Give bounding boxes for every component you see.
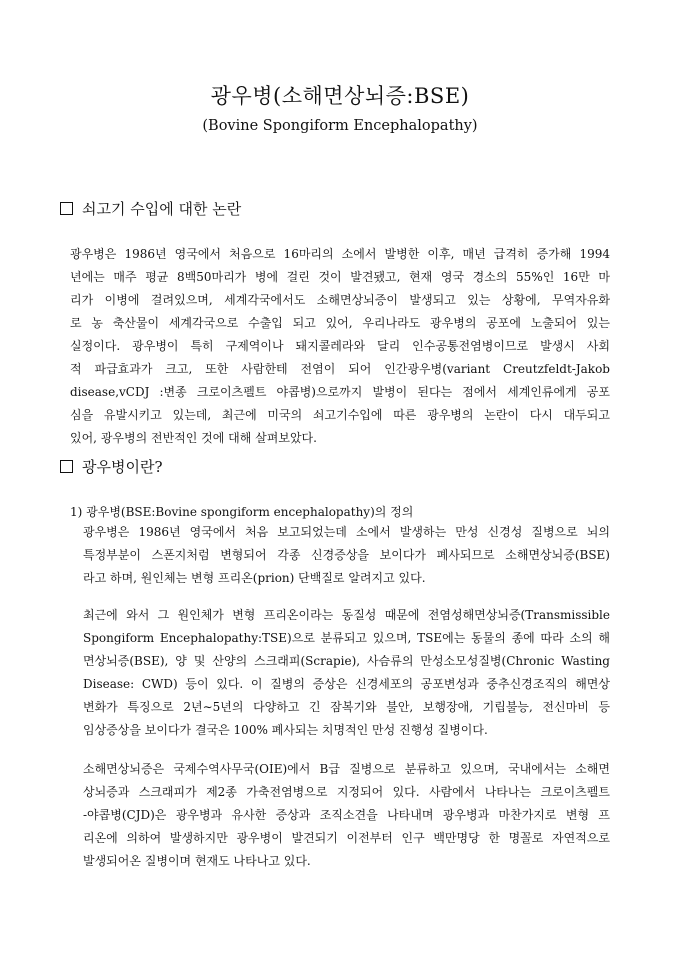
checkbox-square-icon: [60, 202, 73, 215]
paragraph-line: 특정부분이 스폰지처럼 변형되어 각종 신경증상을 보이다가 폐사되므로 소해면상뇌증(BSE): [83, 548, 610, 562]
paragraph-line: 변화가 특징으로 2년∼5년의 다양하고 긴 잠복기와 불안, 보행장애, 기립불능, 전신마비 등: [83, 700, 610, 714]
paragraph-line: Disease: CWD) 등이 있다. 이 질병의 증상은 신경세포의 공포변성과 중추신경조직의 해면상: [83, 677, 610, 691]
paragraph-line: 년에는 매주 평균 8백50마리가 병에 걸린 것이 발견됐고, 현재 영국 경소의 55%인 16만 마: [70, 270, 610, 284]
definition-paragraph-2: [83, 604, 610, 742]
paragraph-line: 리온에 의하여 발생하지만 광우병이 발견되기 이전부터 인구 백만명당 한 명꼴로 자연적으로: [83, 831, 610, 845]
section-heading-import-controversy: [60, 198, 241, 219]
paragraph-line: 적 파급효과가 크고, 또한 사람한테 전염이 되어 인간광우병(variant Creutzfeldt-Jakob: [70, 362, 610, 376]
section1-paragraph: [70, 243, 610, 450]
paragraph-line: 상뇌증과 스크래피가 제2종 가축전염병으로 지정되어 있다. 사람에서 나타나는 크로이츠펠트: [83, 785, 610, 799]
paragraph-line: 발생되어온 질병이며 현재도 나타나고 있다.: [83, 854, 311, 868]
paragraph-line: 면상뇌증(BSE), 양 및 산양의 스크래피(Scrapie), 사슴류의 만성소모성질병(Chronic Wasting: [83, 654, 610, 668]
section-heading-label: 광우병이란?: [82, 458, 163, 476]
paragraph-line: -야콥병(CJD)은 광우병과 유사한 증상과 조직소견을 나타내며 광우병과 마찬가지로 변형 프: [83, 808, 610, 822]
definition-paragraph-3: [83, 758, 610, 873]
paragraph-line: 리가 이병에 걸려있으며, 세계각국에서도 소해면상뇌증이 발생되고 있는 상황에, 무역자유화: [70, 293, 610, 307]
item-title-definition: 1) 광우병(BSE:Bovine spongiform encephalopathy)의 정의: [70, 505, 414, 519]
definition-paragraph-1: [83, 521, 610, 590]
paragraph-line: 로 농 축산물이 세계각국으로 수출입 되고 있어, 우리나라도 광우병의 공포에 노출되어 있는: [70, 316, 610, 330]
paragraph-line: 광우병은 1986년 영국에서 처음 보고되었는데 소에서 발생하는 만성 신경성 질병으로 뇌의: [83, 525, 610, 539]
paragraph-line: disease,vCDJ :변종 크로이츠펠트 야콥병)으로까지 발병이 된다는 점에서 세계인류에게 공포: [70, 385, 610, 399]
paragraph-line: 있어, 광우병의 전반적인 것에 대해 살펴보았다.: [70, 431, 317, 445]
paragraph-line: 소해면상뇌증은 국제수역사무국(OIE)에서 B급 질병으로 분류하고 있으며, 국내에서는 소해면: [83, 762, 610, 776]
paragraph-line: 광우병은 1986년 영국에서 처음으로 16마리의 소에서 발병한 이후, 매년 급격히 증가해 1994: [70, 247, 610, 261]
paragraph-line: 심을 유발시키고 있는데, 최근에 미국의 쇠고기수입에 따른 광우병의 논란이 다시 대두되고: [70, 408, 610, 422]
section-heading-label: 쇠고기 수입에 대한 논란: [82, 200, 242, 218]
document-title: 광우병(소해면상뇌증:BSE): [210, 84, 470, 108]
paragraph-line: 실정이다. 광우병이 특히 구제역이나 돼지콜레라와 달리 인수공통전염병이므로 발생시 사회: [70, 339, 610, 353]
document-subtitle: (Bovine Spongiform Encephalopathy): [202, 118, 478, 134]
paragraph-line: 라고 하며, 원인체는 변형 프리온(prion) 단백질로 알려지고 있다.: [83, 571, 426, 585]
section-heading-what-is-bse: [60, 456, 163, 477]
paragraph-line: 최근에 와서 그 원인체가 변형 프리온이라는 동질성 때문에 전염성해면상뇌증(Transmissible: [83, 608, 610, 622]
checkbox-square-icon: [60, 460, 73, 473]
paragraph-line: Spongiform Encephalopathy:TSE)으로 분류되고 있으며, TSE에는 동물의 종에 따라 소의 해: [83, 631, 610, 645]
paragraph-line: 임상증상을 보이다가 결국은 100% 폐사되는 치명적인 만성 진행성 질병이다.: [83, 723, 488, 737]
